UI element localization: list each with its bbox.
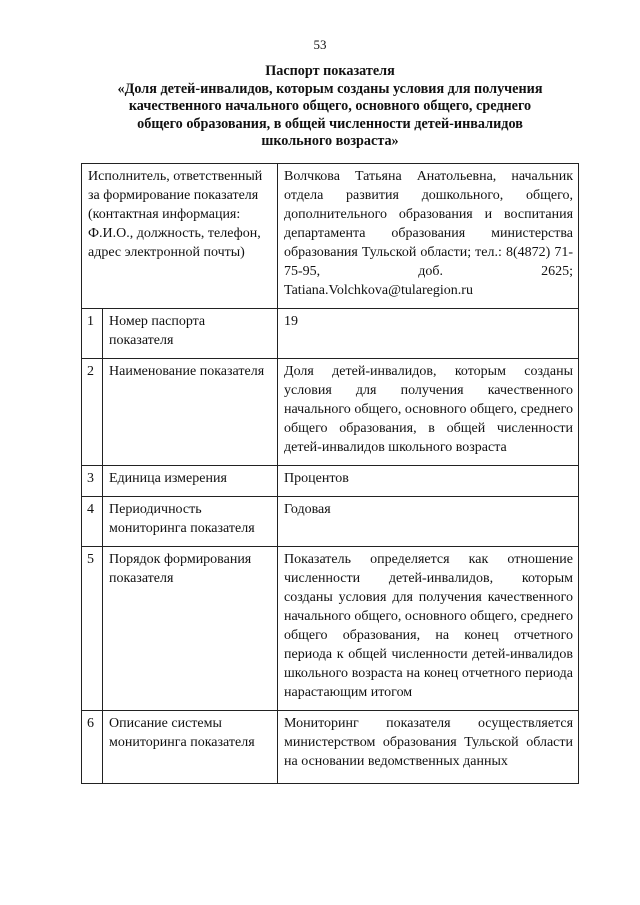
- row-label: Номер паспорта показателя: [103, 309, 278, 359]
- title-line-1: Паспорт показателя: [265, 63, 395, 79]
- title-line-2: «Доля детей-инвалидов, которым созданы условия для получения: [117, 80, 543, 97]
- row-value: Показатель определяется как отношение численности детей-инвалидов, которым созданы условия для получения качественного начального общего, основного общего, среднего общего образования, на конец отчетного периода к общей численности детей-инвалидов школьного возраста на конец отчетного периода нарастающим итогом: [278, 547, 579, 711]
- row-value: Годовая: [278, 497, 579, 547]
- table-row: [82, 547, 579, 711]
- row-value: Мониторинг показателя осуществляется министерством образования Тульской области на основании ведомственных данных: [278, 711, 579, 784]
- passport-table: [81, 163, 579, 784]
- row-label: Наименование показателя: [103, 359, 278, 466]
- document-title: [80, 63, 580, 151]
- row-number: 5: [82, 547, 103, 711]
- title-line-3: качественного начального общего, основного общего, среднего: [128, 98, 532, 114]
- title-line-5: школьного возраста»: [261, 133, 399, 149]
- table-row: [82, 466, 579, 497]
- row-value: Процентов: [278, 466, 579, 497]
- row-label: Единица измерения: [103, 466, 278, 497]
- executor-value: Волчкова Татьяна Анатольевна, начальник отдела развития дошкольного, общего, дополнительного образования и воспитания департамента образования министерства образования Тульской области; тел.: 8(4872) 71-75-95, доб. 2625; Tatiana.Volchkova@tularegion.ru: [278, 164, 579, 309]
- row-label: Порядок формирования показателя: [103, 547, 278, 711]
- row-number: 3: [82, 466, 103, 497]
- row-number: 2: [82, 359, 103, 466]
- executor-row: [82, 164, 579, 309]
- table-row: [82, 359, 579, 466]
- row-value: 19: [278, 309, 579, 359]
- table-row: [82, 497, 579, 547]
- executor-label: Исполнитель, ответственный за формирование показателя (контактная информация: Ф.И.О., должность, телефон, адрес электронной почты): [82, 164, 278, 309]
- table-row: [82, 309, 579, 359]
- title-line-4: общего образования, в общей численности детей-инвалидов: [137, 115, 523, 132]
- row-number: 6: [82, 711, 103, 784]
- page-number: 53: [313, 37, 327, 52]
- row-value: Доля детей-инвалидов, которым созданы условия для получения качественного начального общего, основного общего, среднего общего образования, в общей численности детей-инвалидов школьного возраста: [278, 359, 579, 466]
- row-label: Периодичность мониторинга показателя: [103, 497, 278, 547]
- row-number: 4: [82, 497, 103, 547]
- table-row: [82, 711, 579, 784]
- row-label: Описание системы мониторинга показателя: [103, 711, 278, 784]
- row-number: 1: [82, 309, 103, 359]
